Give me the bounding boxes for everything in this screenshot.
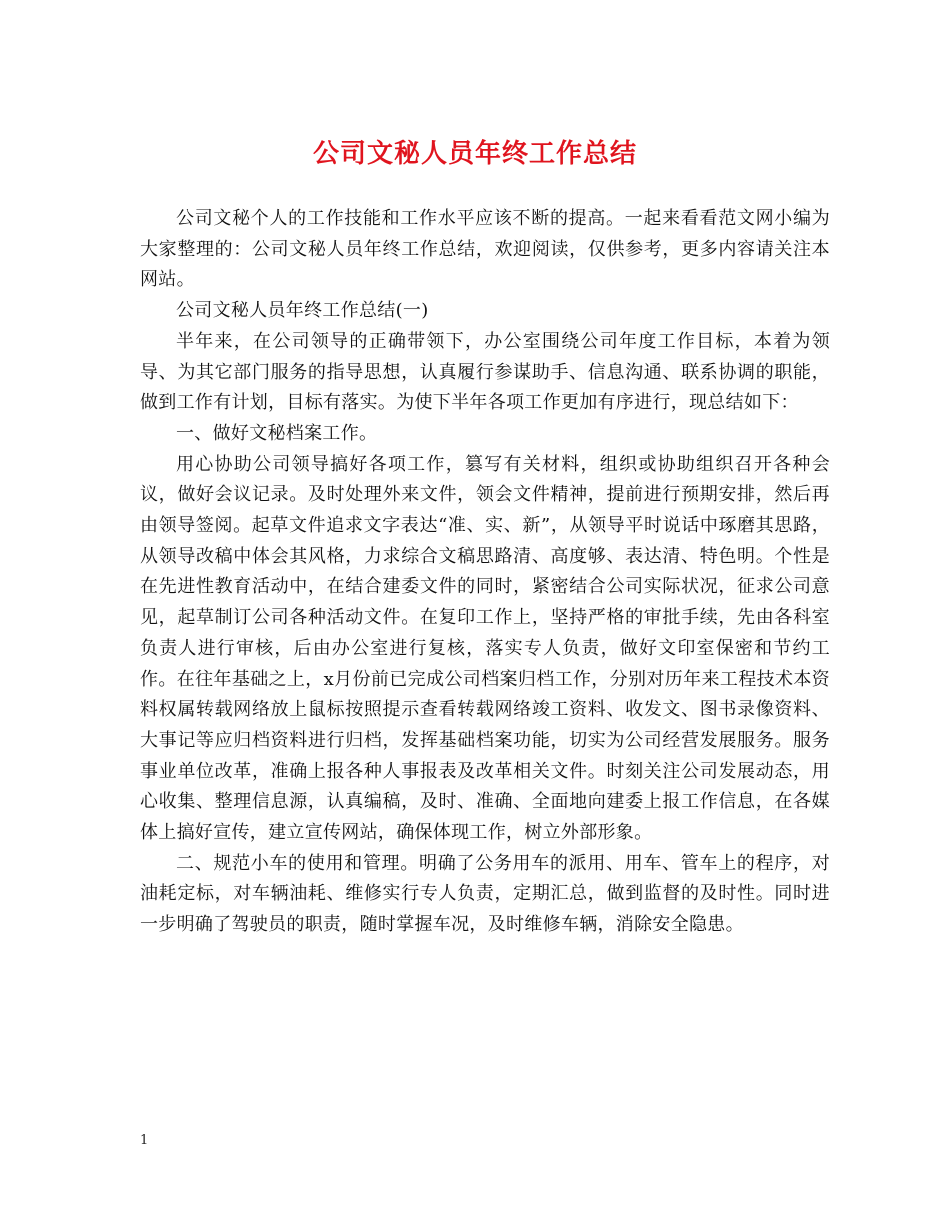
body-paragraph: 半年来，在公司领导的正确带领下，办公室围绕公司年度工作目标，本着为领导、为其它部门服务的指导思想，认真履行参谋助手、信息沟通、联系协调的职能，做到工作有计划，目标有落实。为使下半年各项工作更加有序进行，现总结如下： (140, 330, 830, 414)
subsection-heading: 一、做好文秘档案工作。 (176, 422, 378, 444)
body-paragraph: 二、规范小车的使用和管理。明确了公务用车的派用、用车、管车上的程序，对油耗定标，对车辆油耗、维修实行专人负责，定期汇总，做到监督的及时性。同时进一步明确了驾驶员的职责，随时掌握车况，及时维修车辆，消除安全隐患。 (140, 852, 830, 936)
page-number: 1 (140, 1133, 149, 1148)
intro-paragraph: 公司文秘个人的工作技能和工作水平应该不断的提高。一起来看看范文网小编为大家整理的：公司文秘人员年终工作总结，欢迎阅读，仅供参考，更多内容请关注本网站。 (140, 208, 830, 291)
document-title: 公司文秘人员年终工作总结 (312, 139, 637, 169)
section-heading: 公司文秘人员年终工作总结(一) (176, 300, 429, 322)
body-paragraph: 用心协助公司领导搞好各项工作，篡写有关材料，组织或协助组织召开各种会议，做好会议记录。及时处理外来文件，领会文件精神，提前进行预期安排，然后再由领导签阅。起草文件追求文字表达“准、实、新”，从领导平时说话中琢磨其思路，从领导改稿中体会其风格，力求综合文稿思路清、高度够、表达清、特色明。个性是在先进性教育活动中，在结合建委文件的同时，紧密结合公司实际状况，征求公司意见，起草制订公司各种活动文件。在复印工作上，坚持严格的审批手续，先由各科室负责人进行审核，后由办公室进行复核，落实专人负责，做好文印室保密和节约工作。在往年基础之上，x月份前已完成公司档案归档工作，分别对历年来工程技术本资料权属转载网络放上鼠标按照提示查看转载网络竣工资料、收发文、图书录像资料、大事记等应归档资料进行归档，发挥基础档案功能，切实为公司经营发展服务。服务事业单位改革，准确上报各种人事报表及改革相关文件。时刻关注公司发展动态，用心收集、整理信息源，认真编稿，及时、准确、全面地向建委上报工作信息，在各媒体上搞好宣传，建立宣传网站，确保体现工作，树立外部形象。 (140, 453, 830, 844)
document-body (140, 204, 830, 941)
